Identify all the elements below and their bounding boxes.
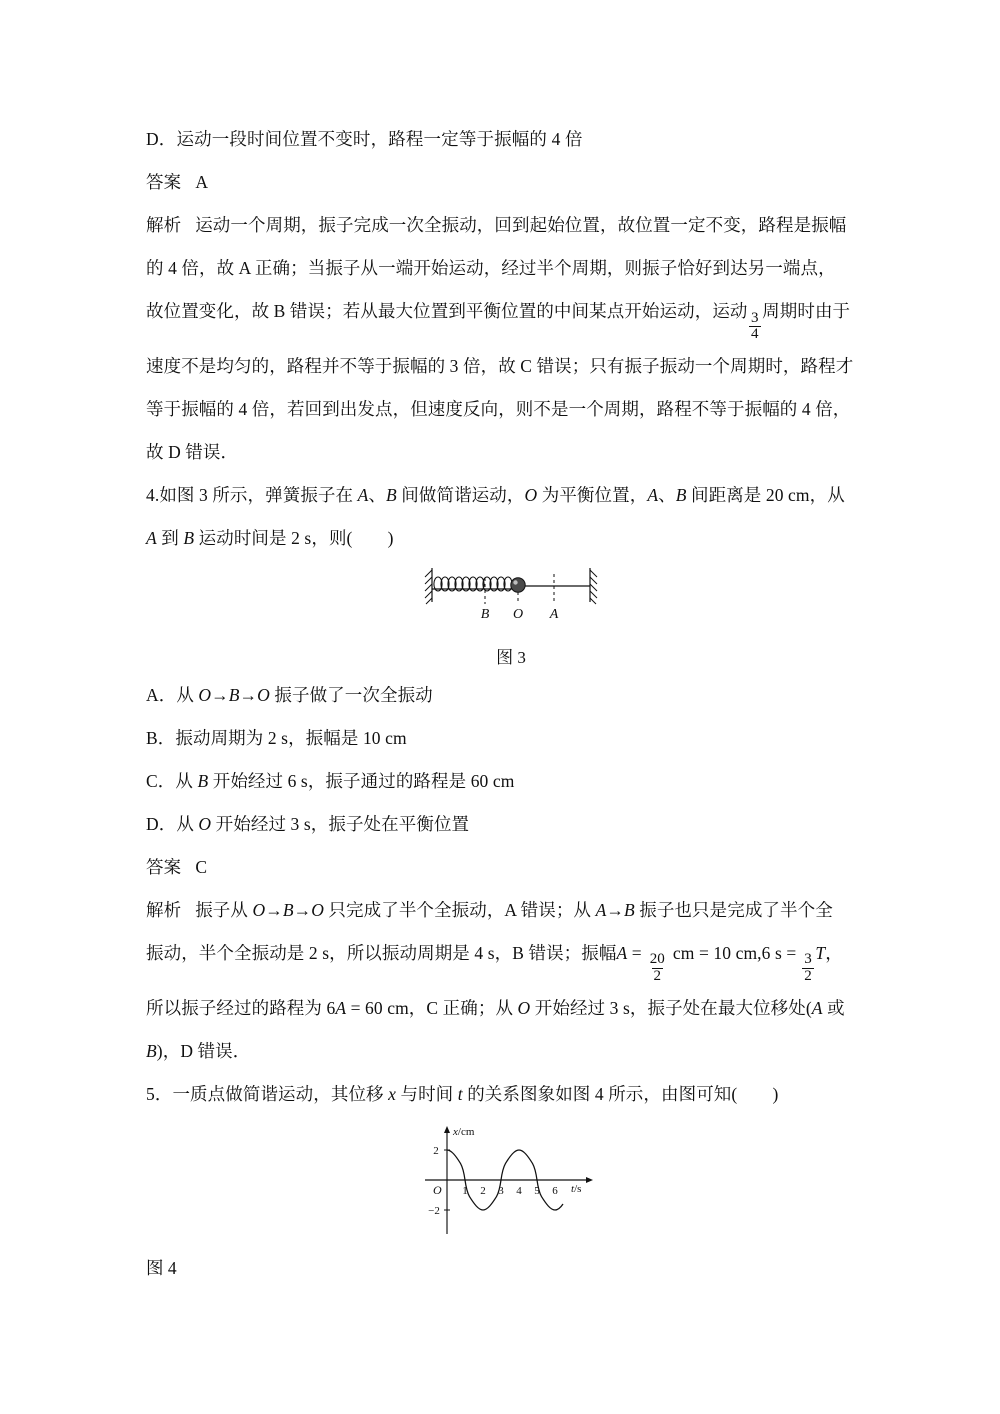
q4-analysis: [146, 889, 876, 1073]
symbol-B: B: [386, 484, 397, 505]
q4-stem-line-1: [146, 474, 876, 517]
q4-analysis-2c: ，: [825, 942, 843, 963]
symbol-x: x: [388, 1083, 396, 1104]
q4-stem-2b: 运动时间是 2 s，则( ): [194, 527, 394, 548]
oscillator-ball: [511, 578, 525, 592]
q3-analysis-line-1: [146, 204, 876, 247]
q3-analysis-line-2: 的 4 倍，故 A 正确；当振子从一端开始运动，经过半个周期，则振子恰好到达另一端点，: [146, 258, 836, 278]
q4-option-b-text-a: 振动周期为 2 s，振幅是 10 cm: [175, 727, 407, 748]
q4-answer-value: C: [195, 856, 208, 877]
figure-4-container: [146, 1122, 876, 1245]
q4-option-d-letter: D．: [146, 813, 177, 834]
q4-analysis-3c: 开始经过 3 s，振子处在最大位移处(: [530, 997, 812, 1018]
fraction-numerator: 20: [649, 951, 665, 968]
x-axis-arrow: [586, 1177, 593, 1183]
q4-option-b-letter: B．: [146, 727, 176, 748]
q4-analysis-label: 解析: [146, 899, 182, 920]
q4-analysis-line-1: [146, 889, 876, 932]
symbol-t: t: [457, 1083, 463, 1104]
q4-option-d-symbol: O: [198, 813, 212, 834]
symbol-B-4: B: [146, 1040, 157, 1061]
q4-analysis-eq: =: [627, 942, 647, 963]
x-tick-label-6: 6: [552, 1184, 558, 1197]
symbol-amplitude-A: A: [616, 942, 628, 963]
spring-oscillator-diagram: [418, 564, 604, 636]
ball-highlight: [513, 580, 517, 584]
q4-answer-label: 答案: [146, 856, 182, 877]
q3-analysis-line-3: [146, 290, 876, 345]
origin-label: O: [433, 1182, 442, 1197]
y-axis-arrow: [444, 1126, 450, 1133]
x-tick-labels: [462, 1185, 558, 1197]
q4-option-c: [146, 760, 876, 803]
q3-option-d: D．运动一段时间位置不变时，路程一定等于振幅的 4 倍: [146, 129, 583, 149]
left-wall-hatching: [425, 570, 432, 604]
x-axis-label: t/s: [571, 1182, 582, 1195]
x-tick-label-4: 4: [516, 1184, 522, 1197]
q4-option-c-text-b: 开始经过 6 s，振子通过的路程是 60 cm: [208, 770, 515, 791]
fraction-numerator: 3: [804, 951, 812, 968]
q4-option-c-letter: C．: [146, 770, 176, 791]
q5-stem-b: 与时间: [396, 1083, 458, 1104]
q3-analysis-label: 解析: [146, 215, 182, 235]
figure-3-caption: 图 3: [496, 647, 526, 667]
symbol-A-4: A: [335, 997, 347, 1018]
q4-option-d: [146, 803, 876, 846]
q4-stem-1b: 、: [368, 484, 387, 505]
symbol-B-2: B: [675, 484, 687, 505]
q4-option-a-letter: A．: [146, 684, 177, 705]
figure-3-label-A: A: [549, 606, 559, 622]
figure-3-label-B: B: [480, 606, 490, 622]
q4-option-a: [146, 674, 876, 717]
q3-analysis-text-1: 运动一个周期，振子完成一次全振动，回到起始位置，故位置一定不变，路程是振幅: [195, 215, 847, 235]
symbol-period-T: T: [815, 942, 826, 963]
q3-analysis-text-3b: 周期时由于: [762, 301, 851, 321]
q3-answer-row: [146, 161, 876, 204]
fraction-denominator: 4: [751, 325, 759, 342]
fraction-denominator: 2: [804, 967, 812, 984]
q4-analysis-4a: )，D 错误．: [156, 1040, 251, 1061]
x-tick-label-5: 5: [534, 1184, 540, 1197]
q4-answer-row: [146, 846, 876, 889]
q3-analysis: [146, 204, 876, 474]
y-tick-label-neg2: −2: [428, 1204, 440, 1217]
q3-analysis-text-3a: 故位置变化，故 B 错误；若从最大位置到平衡位置的中间某点开始运动，运动: [146, 301, 748, 321]
q4-stem-1e: 、: [658, 484, 676, 505]
y-tick-label-2: 2: [433, 1144, 439, 1157]
q4-stem-1f: 间距离是 20 cm，从: [686, 484, 845, 505]
q5-stem-line: [146, 1073, 876, 1116]
symbol-A-5: A: [811, 997, 823, 1018]
q4-option-b: [146, 717, 876, 760]
q4-analysis-3b: = 60 cm，C 正确；从: [346, 997, 518, 1018]
q5-stem-a: 5．一质点做简谐运动，其位移: [146, 1083, 389, 1104]
symbol-A-3: A: [146, 527, 157, 548]
fraction-numerator: 3: [751, 309, 759, 326]
fraction-three-quarters: [749, 311, 761, 343]
x-tick-label-2: 2: [480, 1184, 486, 1197]
q3-answer-label: 答案: [146, 172, 182, 192]
q3-analysis-line-4: 速度不是均匀的，路程并不等于振幅的 3 倍，故 C 错误；只有振子振动一个周期时，路程才: [146, 355, 854, 376]
q4-stem-1d: 为平衡位置，: [537, 484, 648, 505]
q4-option-d-text-a: 从: [176, 813, 199, 834]
q4-analysis-3a: 所以振子经过的路程为 6: [146, 997, 336, 1018]
displacement-time-chart: [411, 1122, 611, 1240]
figure-3-svg: [418, 564, 604, 636]
q4-stem-line-2: [146, 517, 876, 560]
figure-3-container: [146, 564, 876, 668]
q4-stem: [146, 474, 876, 560]
y-axis-label: x/cm: [453, 1125, 475, 1138]
q4-option-c-symbol: B: [197, 770, 209, 791]
q4-analysis-symbol-obo: O→B→O: [252, 899, 324, 920]
q3-answer-value: A: [195, 172, 209, 192]
q4-option-d-text-b: 开始经过 3 s，振子处在平衡位置: [211, 813, 470, 834]
fraction-three-halves: [802, 952, 814, 984]
q3-analysis-line-5: 等于振幅的 4 倍，若回到出发点，但速度反向，则不是一个周期，路程不等于振幅的 4 倍，: [146, 398, 851, 419]
page-content: [146, 118, 876, 1280]
q4-analysis-2a: 振动，半个全振动是 2 s，所以振动周期是 4 s，B 错误；振幅: [146, 942, 617, 963]
q4-analysis-3d: 或: [822, 997, 845, 1018]
symbol-O: O: [524, 484, 538, 505]
symbol-A-2: A: [647, 484, 659, 505]
q4-analysis-1a: 振子从: [195, 899, 253, 920]
fraction-twenty-halves: [648, 952, 667, 984]
q4-option-a-text-a: 从: [176, 684, 199, 705]
right-wall-hatching: [590, 570, 597, 604]
q4-option-c-text-a: 从: [175, 770, 198, 791]
q4-analysis-2b: cm = 10 cm,6 s =: [668, 942, 801, 963]
q4-stem-2a: 到: [156, 527, 184, 548]
q4-analysis-line-4: [146, 1030, 876, 1073]
q4-analysis-1c: 振子也只是完成了半个全: [634, 899, 833, 920]
figure-4-svg: [411, 1122, 611, 1240]
figure-4-caption: 图 4: [146, 1257, 177, 1278]
q4-stem-1c: 间做简谐运动，: [396, 484, 525, 505]
q5-stem-c: 的关系图象如图 4 所示，由图可知( ): [462, 1083, 779, 1104]
x-tick-label-3: 3: [498, 1184, 504, 1197]
q4-analysis-1b: 只完成了半个全振动，A 错误；从: [323, 899, 596, 920]
q4-analysis-symbol-ab: A→B: [595, 899, 635, 920]
q4-options: [146, 674, 876, 846]
symbol-A: A: [357, 484, 369, 505]
q4-option-a-symbol: O→B→O: [198, 684, 270, 705]
q5-stem: [146, 1073, 876, 1116]
x-tick-label-1: 1: [462, 1184, 468, 1197]
q4-analysis-line-3: [146, 987, 876, 1030]
q4-option-a-text-b: 振子做了一次全振动: [269, 684, 433, 705]
q4-analysis-line-2: [146, 932, 876, 987]
q3-analysis-line-6: 故 D 错误．: [146, 441, 239, 462]
q4-stem-1a: 4.如图 3 所示，弹簧振子在: [146, 484, 358, 505]
fraction-denominator: 2: [653, 967, 662, 984]
figure-3-label-O: O: [512, 606, 524, 622]
symbol-O-2: O: [517, 997, 531, 1018]
symbol-B-3: B: [183, 527, 195, 548]
